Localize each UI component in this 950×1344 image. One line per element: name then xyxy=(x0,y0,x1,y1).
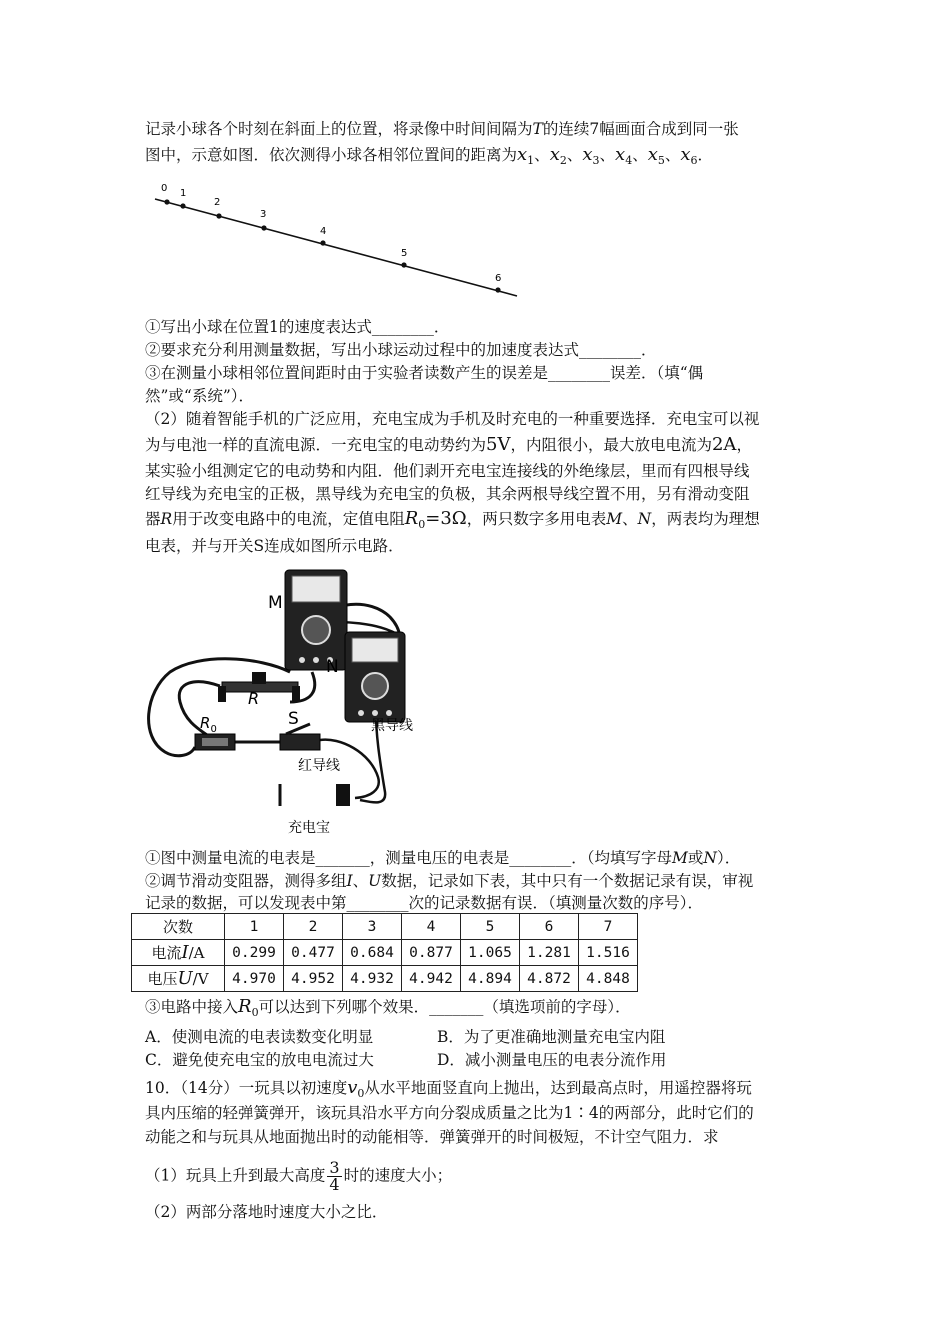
position-label-5: 5 xyxy=(401,248,408,259)
ball-position-0 xyxy=(164,199,169,204)
symbol-I: I xyxy=(346,872,353,890)
intro-line-1 xyxy=(145,118,825,140)
symbol-N: N xyxy=(703,849,717,867)
separator: 、 xyxy=(599,146,616,164)
table-cell: 1.516 xyxy=(579,940,638,966)
subscript: 3 xyxy=(592,154,600,168)
position-label-6: 6 xyxy=(495,273,502,284)
table-cell: 4.942 xyxy=(402,966,461,992)
table-cell: 4.872 xyxy=(520,966,579,992)
separator: 、 xyxy=(534,146,550,164)
question-2-line-3: 某实验小组测定它的电动势和内阻．他们剥开充电宝连接线的外绝缘层，里而有四根导线 xyxy=(145,462,750,480)
option-a: A．使测电流的电表读数变化明显 xyxy=(145,1028,374,1046)
subscript: 0 xyxy=(418,518,426,532)
table-header-row xyxy=(132,914,638,940)
fraction-three-quarters xyxy=(327,1160,341,1193)
question-2-line-5 xyxy=(145,508,825,536)
subscript: 2 xyxy=(559,154,567,168)
symbol-U: U xyxy=(368,872,382,890)
table-cell: 0.299 xyxy=(225,940,284,966)
separator: 、 xyxy=(566,146,583,164)
question-text: ③电路中接入 xyxy=(145,998,239,1016)
question-2-text: ，内阻很小，最大放电电流为 xyxy=(510,436,712,454)
question-1-part-c-line-1: ③在测量小球相邻位置间距时由于实验者读数产生的误差是________误差．（填“偶 xyxy=(145,364,704,382)
question-text: 10．（14分）一玩具以初速度 xyxy=(145,1079,348,1097)
question-text: 可以达到下列哪个效果．_______（填选项前的字母）． xyxy=(258,998,631,1016)
circuit-figure xyxy=(140,562,430,844)
question-1-part-a: ①写出小球在位置1的速度表达式________． xyxy=(145,318,450,336)
table-header-cell: 7 xyxy=(579,914,638,940)
table-row-voltage xyxy=(132,966,638,992)
intro-text: 图中，示意如图．依次测得小球各相邻位置间的距离为 xyxy=(145,146,518,164)
symbol-x: x xyxy=(582,144,593,165)
table-header-cell: 2 xyxy=(284,914,343,940)
table-header-cell: 1 xyxy=(225,914,284,940)
label-r0: $R_0$ xyxy=(200,714,217,735)
symbol-N: N xyxy=(637,510,652,528)
intro-line-2 xyxy=(145,144,825,172)
table-cell: 4.848 xyxy=(579,966,638,992)
ball-position-6 xyxy=(495,287,500,292)
fraction-denominator: 4 xyxy=(329,1175,340,1194)
row-label-current: 电流I/A xyxy=(132,940,225,966)
symbol-x: x xyxy=(517,144,528,165)
label-s: S xyxy=(288,709,299,729)
subscript: 5 xyxy=(657,154,665,168)
position-label-0: 0 xyxy=(161,183,168,194)
question-2-text: ， xyxy=(736,436,752,454)
label-red-wire: 红导线 xyxy=(298,758,340,774)
ball-position-5 xyxy=(401,262,406,267)
table-header-cell: 5 xyxy=(461,914,520,940)
question-text: ②调节滑动变阻器，测得多组 xyxy=(145,872,347,890)
question-2-line-6: 电表，并与开关S连成如图所示电路． xyxy=(145,537,404,555)
question-10-line-2: 具内压缩的轻弹簧弹开，该玩具沿水平方向分裂成质量之比为1∶4的两部分，此时它们的 xyxy=(145,1104,754,1122)
subscript: 1 xyxy=(527,154,535,168)
symbol-x: x xyxy=(647,144,658,165)
symbol-T: T xyxy=(532,120,543,138)
question-text: （1）玩具上升到最大高度 xyxy=(145,1166,326,1185)
subscript: 0 xyxy=(251,1006,259,1020)
label-black-wire: 黑导线 xyxy=(371,718,413,734)
table-cell: 1.281 xyxy=(520,940,579,966)
option-b: B．为了更准确地测量充电宝内阻 xyxy=(437,1028,666,1046)
question-text: 时的速度大小； xyxy=(343,1166,453,1185)
symbol-v0: v xyxy=(347,1077,358,1098)
separator: 、 xyxy=(632,146,648,164)
separator: ． xyxy=(697,146,714,164)
table-cell: 0.477 xyxy=(284,940,343,966)
question-10-part-2: （2）两部分落地时速度大小之比． xyxy=(145,1203,388,1221)
table-cell: 1.065 xyxy=(461,940,520,966)
intro-text: 记录小球各个时刻在斜面上的位置，将录像中时间间隔为 xyxy=(145,120,533,138)
table-cell: 4.894 xyxy=(461,966,520,992)
table-row-current xyxy=(132,940,638,966)
label-m: M xyxy=(268,593,283,613)
subscript: 4 xyxy=(625,154,633,168)
symbol-R0: R xyxy=(238,996,252,1017)
resistor-r0 xyxy=(195,734,235,750)
separator: 、 xyxy=(622,510,638,528)
question-2-text: ，两只数字多用电表 xyxy=(466,510,607,528)
question-2-text: 器 xyxy=(145,510,161,528)
question-text: 从水平地面竖直向上抛出，达到最高点时，用遥控器将玩 xyxy=(364,1079,752,1097)
table-header-cell: 4 xyxy=(402,914,461,940)
question-text: 数据，记录如下表，其中只有一个数据记录有误，审视 xyxy=(381,872,754,890)
table-cell: 4.970 xyxy=(225,966,284,992)
question-text: ）． xyxy=(716,849,741,867)
multimeter-m xyxy=(285,570,347,670)
table-cell: 4.932 xyxy=(343,966,402,992)
subscript: 6 xyxy=(690,154,698,168)
table-cell: 0.877 xyxy=(402,940,461,966)
question-10-part-1 xyxy=(145,1160,825,1192)
switch-s xyxy=(280,724,320,750)
measurement-table xyxy=(131,913,638,992)
ball-position-3 xyxy=(261,225,266,230)
question-2-sub-b-line-1 xyxy=(145,870,825,892)
symbol-M: M xyxy=(606,510,623,528)
question-2-line-2 xyxy=(145,434,825,456)
ball-position-4 xyxy=(320,240,325,245)
subscript: 0 xyxy=(357,1087,365,1101)
position-label-3: 3 xyxy=(260,209,267,220)
question-2-sub-c xyxy=(145,996,825,1024)
question-2-line-1: （2）随着智能手机的广泛应用，充电宝成为手机及时充电的一种重要选择．充电宝可以视 xyxy=(145,410,760,428)
label-n: N xyxy=(326,657,339,677)
question-1-part-b: ②要求充分利用测量数据，写出小球运动过程中的加速度表达式________． xyxy=(145,341,657,359)
intro-text: 的连续7幅画面合成到同一张 xyxy=(542,120,739,138)
ball-position-2 xyxy=(216,213,221,218)
question-2-sub-b-line-2: 记录的数据，可以发现表中第________次的记录数据有误．（填测量次数的序号）． xyxy=(145,894,704,912)
table-cell: 0.684 xyxy=(343,940,402,966)
position-label-4: 4 xyxy=(320,226,327,237)
label-power-bank: 充电宝 xyxy=(288,820,330,836)
label-r: R xyxy=(248,689,260,708)
max-current-value: 2A xyxy=(711,434,737,455)
position-label-1: 1 xyxy=(180,188,187,199)
question-text: ①图中测量电流的电表是_______，测量电压的电表是________．（均填写字母 xyxy=(145,849,673,867)
option-d: D．减小测量电压的电表分流作用 xyxy=(437,1051,667,1069)
question-2-sub-a xyxy=(145,847,825,869)
symbol-R0: R xyxy=(404,508,419,529)
symbol-x: x xyxy=(680,144,691,165)
ball-position-1 xyxy=(180,203,185,208)
incline-figure xyxy=(145,175,535,310)
table-header-cell: 次数 xyxy=(132,914,225,940)
emf-value: 5V xyxy=(486,434,511,455)
symbol-x: x xyxy=(615,144,626,165)
symbol-x: x xyxy=(549,144,560,165)
option-c: C．避免使充电宝的放电电流过大 xyxy=(145,1051,374,1069)
question-1-part-c-line-2: 然”或“系统”）． xyxy=(145,387,255,405)
separator: 、 xyxy=(664,146,681,164)
question-2-text: 为与电池一样的直流电源．一充电宝的电动势约为 xyxy=(145,436,487,454)
multimeter-n xyxy=(345,632,405,722)
row-label-voltage: 电压U/V xyxy=(132,966,225,992)
incline-line xyxy=(155,199,517,296)
question-2-text: ，两表均为理想 xyxy=(651,510,760,528)
table-header-cell: 6 xyxy=(520,914,579,940)
table-cell: 4.952 xyxy=(284,966,343,992)
question-2-line-4: 红导线为充电宝的正极，黑导线为充电宝的负极，其余两根导线空置不用，另有滑动变阻 xyxy=(145,485,750,503)
fraction-numerator: 3 xyxy=(329,1158,340,1177)
position-label-2: 2 xyxy=(214,197,221,208)
table-header-cell: 3 xyxy=(343,914,402,940)
question-10-line-3: 动能之和与玩具从地面抛出时的动能相等．弹簧弹开的时间极短，不计空气阻力．求 xyxy=(145,1128,719,1146)
question-2-text: 用于改变电路中的电流，定值电阻 xyxy=(172,510,405,528)
r0-value: =3Ω xyxy=(425,508,467,529)
symbol-M: M xyxy=(672,849,688,867)
symbol-R: R xyxy=(160,510,173,528)
question-10-line-1 xyxy=(145,1077,825,1105)
power-bank xyxy=(280,784,350,806)
separator: 、 xyxy=(352,872,369,890)
question-text: 或 xyxy=(687,849,704,867)
